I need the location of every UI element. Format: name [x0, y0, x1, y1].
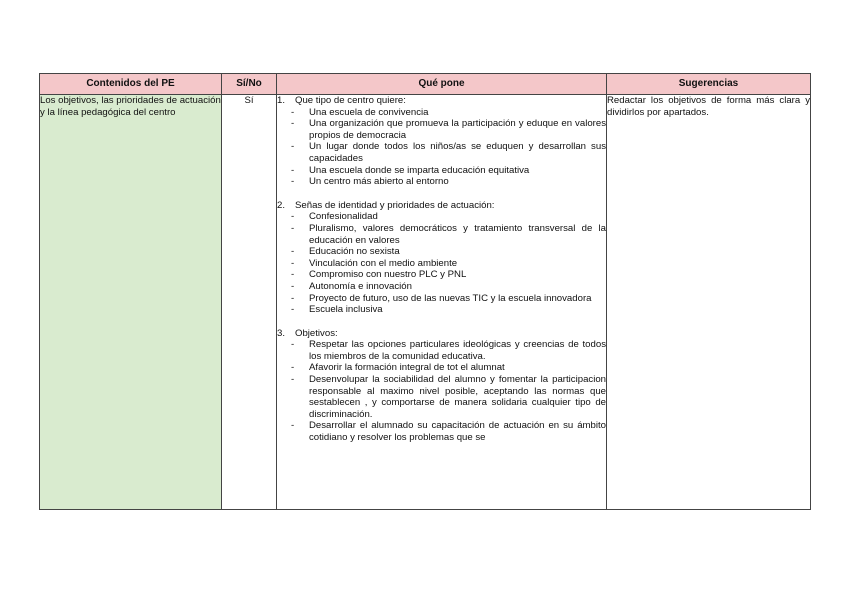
cell-sino: Sí [222, 95, 277, 510]
dash-bullet-icon: - [291, 164, 295, 176]
section-1 [277, 95, 606, 188]
list-item [291, 176, 606, 188]
dash-bullet-icon: - [291, 339, 295, 351]
list-item-text: Una escuela de convivencia [309, 106, 429, 118]
list-item [291, 258, 606, 270]
list-item [291, 293, 606, 305]
header-row [40, 74, 811, 95]
cell-que-pone [277, 95, 607, 510]
cell-contents: Los objetivos, las prioridades de actuación y la línea pedagógica del centro [40, 95, 222, 510]
list-item [291, 420, 606, 443]
list-item-text: Educación no sexista [309, 246, 400, 258]
list-item [291, 269, 606, 281]
list-item-text: Una organización que promueva la participación y eduque en valores propios de democracia [309, 118, 606, 141]
list-item-text: Autonomía e innovación [309, 280, 412, 292]
section-number: 3. [277, 327, 286, 339]
section-items [277, 339, 606, 443]
list-item [291, 107, 606, 119]
dash-bullet-icon: - [291, 362, 295, 374]
section-items [277, 107, 606, 188]
dash-bullet-icon: - [291, 211, 295, 223]
list-item-text: Respetar las opciones particulares ideológicas y creencias de todos los miembros de la comunidad educativa. [309, 339, 606, 362]
list-item [291, 374, 606, 420]
list-item-text: Compromiso con nuestro PLC y PNL [309, 269, 467, 281]
dash-bullet-icon: - [291, 257, 295, 269]
sections-list [277, 95, 606, 444]
dash-bullet-icon: - [291, 292, 295, 304]
cell-sugerencias: Redactar los objetivos de forma más clara y dividirlos por apartados. [607, 95, 811, 510]
dash-bullet-icon: - [291, 269, 295, 281]
header-que-pone: Qué pone [277, 74, 607, 95]
dash-bullet-icon: - [291, 374, 295, 386]
dash-bullet-icon: - [291, 246, 295, 258]
dash-bullet-icon: - [291, 176, 295, 188]
list-item-text: Un centro más abierto al entorno [309, 176, 449, 188]
list-item-text: Una escuela donde se imparta educación equitativa [309, 164, 530, 176]
section-heading [277, 328, 606, 340]
list-item-text: Pluralismo, valores democráticos y tratamiento transversal de la educación en valores [309, 222, 606, 246]
list-item [291, 165, 606, 177]
list-item [291, 141, 606, 164]
dash-bullet-icon: - [291, 420, 295, 432]
list-item [291, 281, 606, 293]
header-sino: Sí/No [222, 74, 277, 95]
list-item-text: Desenvolupar la sociabilidad del alumno y fomentar la participacion responsable al maximo nivel posible, aceptando las normas que sestablecen , y comportarse de manera solidaria cualquier tipo de discriminación. [309, 374, 606, 420]
dash-bullet-icon: - [291, 141, 295, 153]
list-item [291, 246, 606, 258]
dash-bullet-icon: - [291, 280, 295, 292]
list-item [291, 339, 606, 362]
header-contents: Contenidos del PE [40, 74, 222, 95]
list-item-text: Un lugar donde todos los niños/as se eduquen y desarrollan sus capacidades [309, 141, 606, 164]
list-item-text: Afavorir la formación integral de tot el alumnat [309, 362, 505, 374]
dash-bullet-icon: - [291, 118, 295, 130]
section-items [277, 211, 606, 315]
list-item [291, 304, 606, 316]
section-title: Señas de identidad y prioridades de actuación: [295, 199, 495, 211]
list-item [291, 223, 606, 246]
list-item-text: Desarrollar el alumnado su capacitación de actuación en su ámbito cotidiano y resolver los problemas que se [309, 420, 606, 444]
dash-bullet-icon: - [291, 304, 295, 316]
section-number: 2. [277, 199, 286, 211]
list-item-text: Confesionalidad [309, 211, 378, 223]
pe-table [39, 73, 811, 510]
section-heading [277, 200, 606, 212]
section-3 [277, 328, 606, 444]
section-2 [277, 200, 606, 316]
section-title: Que tipo de centro quiere: [295, 95, 406, 106]
list-item [291, 211, 606, 223]
section-title: Objetivos: [295, 327, 338, 339]
list-item-text: Vinculación con el medio ambiente [309, 257, 458, 269]
header-sugerencias: Sugerencias [607, 74, 811, 95]
section-heading [277, 95, 606, 107]
dash-bullet-icon: - [291, 222, 295, 234]
list-item-text: Escuela inclusiva [309, 304, 383, 316]
list-item-text: Proyecto de futuro, uso de las nuevas TIC y la escuela innovadora [309, 292, 592, 304]
list-item [291, 362, 606, 374]
section-number: 1. [277, 95, 286, 106]
dash-bullet-icon: - [291, 106, 295, 118]
table-row [40, 95, 811, 510]
list-item [291, 118, 606, 141]
